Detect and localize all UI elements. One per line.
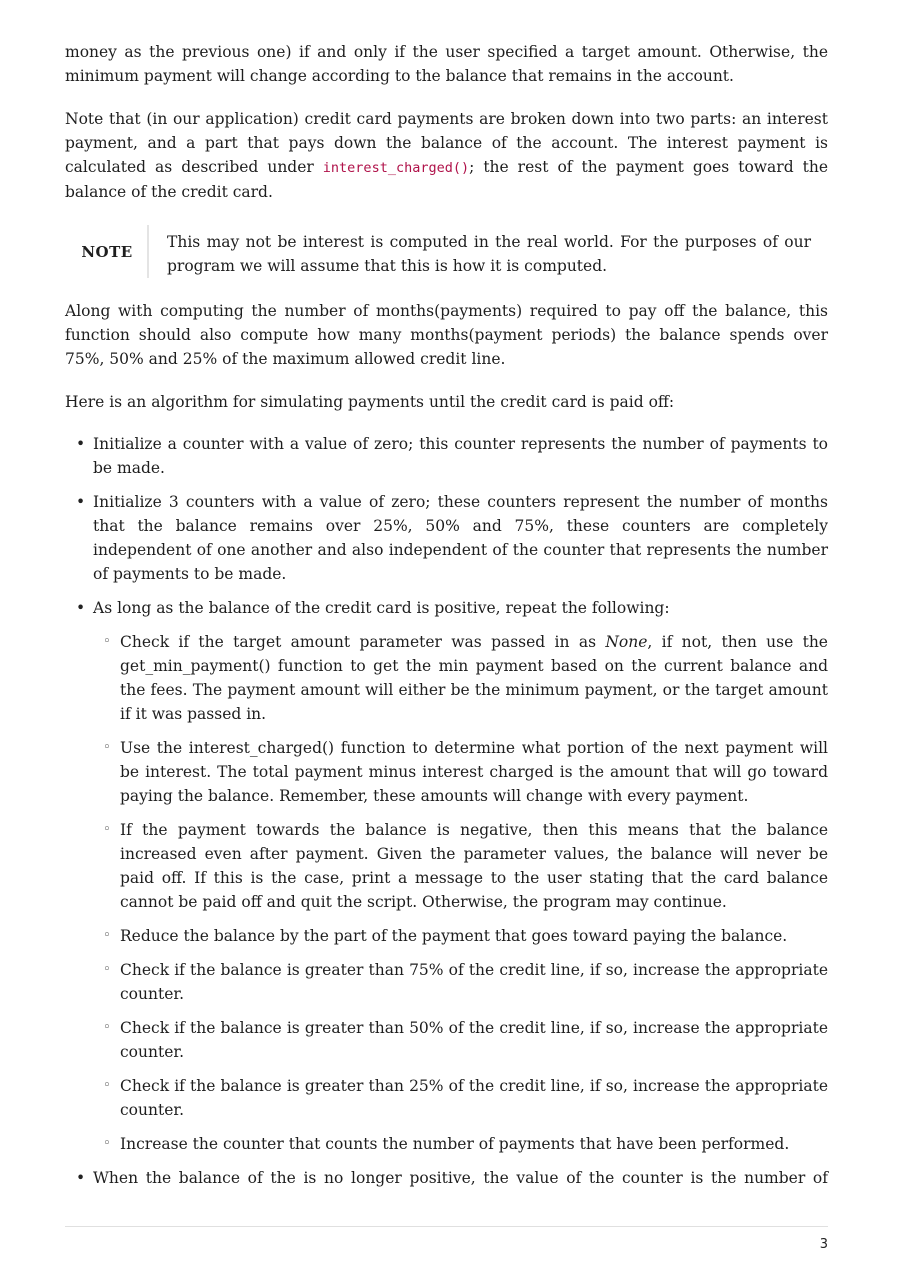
substep-3	[93, 818, 828, 914]
substep-1-text-b: , if not, then use the get_min_payment() function to get the min payment based on the current balance and the fees. The payment amount will either be the minimum payment, or the target amount if it was passed in.	[120, 633, 828, 723]
substep-6-text: ◦ Check if the balance is greater than 50% of the credit line, if so, increase the appropriate counter.	[120, 1019, 828, 1061]
page-number: 3	[819, 1237, 828, 1252]
paragraph-payment-parts-text-1: Note that (in our application) credit card payments are broken down into two parts: an interest payment, and a part that pays down the balance of the account. The interest payment is calculated as described under	[65, 110, 828, 176]
substep-4	[93, 924, 828, 948]
substep-1-none: None	[605, 633, 648, 651]
substep-3-text: ◦ If the payment towards the balance is negative, then this means that the balance increased even after payment. Given the parameter values, the balance will never be paid off. If this is the case, print a message to the user stating that the card balance cannot be paid off and quit the script. Otherwise, the program may continue.	[120, 821, 828, 911]
substep-4-text: ◦ Reduce the balance by the part of the payment that goes toward paying the balance.	[120, 927, 788, 945]
document-page	[65, 40, 828, 1200]
note-label: NOTE	[65, 225, 149, 278]
inline-code-interest-charged: interest_charged()	[322, 160, 470, 176]
paragraph-algorithm-intro: Here is an algorithm for simulating payments until the credit card is paid off:	[65, 393, 675, 411]
paragraph-credit-line-thresholds: Along with computing the number of months(payments) required to pay off the balance, this function should also compute how many months(payment periods) the balance spends over 75%, 50% and 25% of the maximum allowed credit line.	[65, 302, 828, 368]
algorithm-step-2	[65, 490, 828, 586]
substep-2	[93, 736, 828, 808]
paragraph-payment-parts	[65, 107, 828, 204]
algorithm-step-1	[65, 432, 828, 480]
substep-1-text	[120, 630, 828, 726]
substep-6	[93, 1016, 828, 1064]
algorithm-step-1-text: • Initialize a counter with a value of zero; this counter represents the number of payments to be made.	[93, 435, 828, 477]
substep-7-text: ◦ Check if the balance is greater than 25% of the credit line, if so, increase the appropriate counter.	[120, 1077, 828, 1119]
algorithm-list	[65, 432, 828, 1190]
paragraph-minimum-payment: money as the previous one) if and only if the user specified a target amount. Otherwise, the minimum payment will change according to the balance that remains in the account.	[65, 43, 828, 85]
paragraph-payment-parts-text-2: ; the rest of the payment goes toward the balance of the credit card.	[65, 158, 828, 201]
substep-8	[93, 1132, 828, 1156]
substep-5	[93, 958, 828, 1006]
algorithm-step-4	[65, 1166, 828, 1190]
algorithm-step-3-text: • As long as the balance of the credit card is positive, repeat the following:	[93, 599, 670, 617]
substep-1	[93, 630, 828, 726]
note-callout	[65, 225, 828, 278]
algorithm-step-3	[65, 596, 828, 1156]
substep-7	[93, 1074, 828, 1122]
substep-2-text: ◦ Use the interest_charged() function to determine what portion of the next payment will be interest. The total payment minus interest charged is the amount that will go toward paying the balance. Remember, these amounts will change with every payment.	[120, 739, 828, 805]
algorithm-step-4-text: • When the balance of the is no longer positive, the value of the counter is the number of	[93, 1169, 828, 1187]
note-text: This may not be interest is computed in the real world. For the purposes of our program we will assume that this is how it is computed.	[167, 233, 811, 275]
algorithm-step-2-text: • Initialize 3 counters with a value of zero; these counters represent the number of months that the balance remains over 25%, 50% and 75%, these counters are completely independent of one another and also independent of the counter that represents the number of payments to be made.	[93, 493, 828, 583]
algorithm-substeps	[93, 630, 828, 1156]
substep-8-text: ◦ Increase the counter that counts the number of payments that have been performed.	[120, 1135, 790, 1153]
footer-divider	[65, 1226, 828, 1227]
substep-1-text-a: Check if the target amount parameter was passed in as	[120, 633, 606, 651]
substep-5-text: ◦ Check if the balance is greater than 75% of the credit line, if so, increase the appropriate counter.	[120, 961, 828, 1003]
